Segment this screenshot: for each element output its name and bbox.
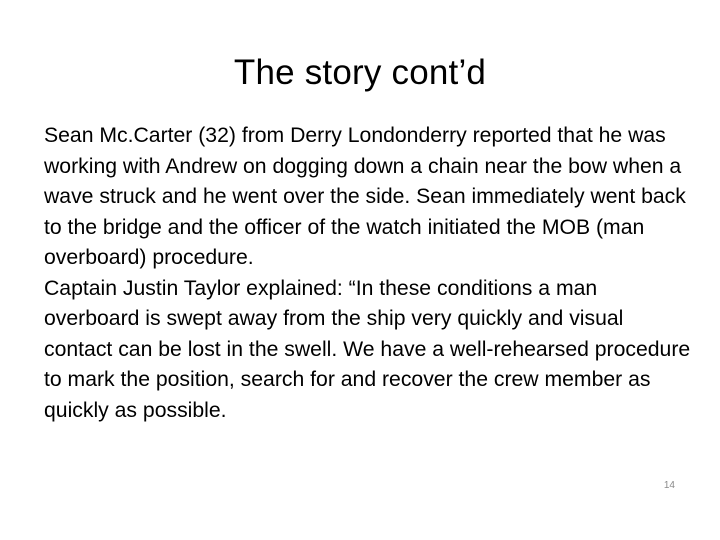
slide-number: 14	[663, 480, 675, 491]
body-paragraph: Captain Justin Taylor explained: “In these conditions a man overboard is swept away from the ship very quickly and visual contact can be lost in the swell. We have a well-rehearsed procedure to mark the position, search for and recover the crew member as quickly as possible.	[44, 276, 691, 422]
body-paragraph: Sean Mc.Carter (32) from Derry Londonderry reported that he was working with Andrew on dogging down a chain near the bow when a wave struck and he went over the side. Sean immediately went back to the bridge and the officer of the watch initiated the MOB (man overboard) procedure.	[44, 124, 686, 269]
slide-body	[44, 121, 694, 426]
slide-title: The story cont’d	[233, 53, 487, 92]
